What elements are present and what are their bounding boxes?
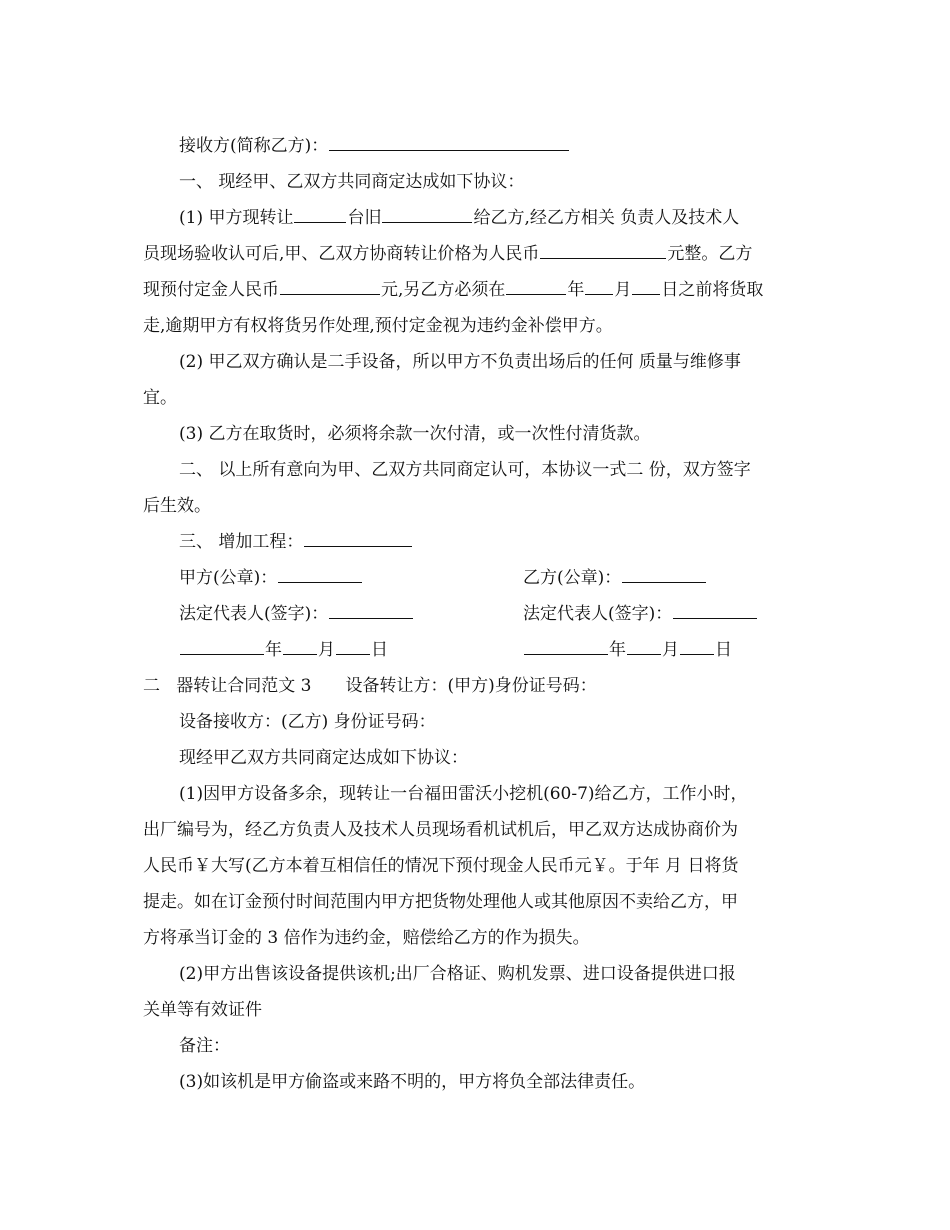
clause1-line2-text: 员现场验收认可后,甲、乙双方协商转让价格为人民币 <box>143 244 540 264</box>
clause3: (3) 乙方在取货时，必须将余款一次付清，或一次性付清货款。 <box>179 424 651 444</box>
transferor-line: 设备转让方：(甲方)身份证号码： <box>345 676 597 696</box>
deposit-label: 现预付定金人民币 <box>143 280 279 300</box>
receiver-label: 接收方(简称乙方)： <box>179 136 329 156</box>
clause1-line4: 走,逾期甲方有权将货另作处理,预付定金视为违约金补偿甲方。 <box>143 316 613 336</box>
receiver-line <box>143 128 803 164</box>
clause1-text-b: 台旧 <box>347 208 382 228</box>
party-b-seal: 乙方(公章)： <box>523 560 707 596</box>
price-blank <box>540 240 666 259</box>
rep-a: 法定代表人(签字)： <box>179 596 414 632</box>
c3-clause2-line1: (2)甲方出售该设备提供该机;出厂合格证、购机发票、进口设备提供进口报 <box>179 964 736 984</box>
clause1-line2 <box>143 236 803 272</box>
clause1-line1 <box>143 200 803 236</box>
deadline-month-blank <box>585 276 613 295</box>
heading-number: 二 <box>143 676 160 696</box>
clause2-line2: 宜。 <box>143 388 177 408</box>
c3-clause1-line3: 人民币￥大写(乙方本着互相信任的情况下预付现金人民币元￥。于年 月 日将货 <box>143 856 739 876</box>
section2-line1: 二、 以上所有意向为甲、乙双方共同商定认可，本协议一式二 份，双方签字 <box>179 460 751 480</box>
note-label: 备注： <box>179 1036 230 1056</box>
extra-work-blank <box>304 528 412 547</box>
year-text: 年 <box>567 280 585 300</box>
section2-line2: 后生效。 <box>143 496 211 516</box>
clause2-line1: (2) 甲乙双方确认是二手设备，所以甲方不负责出场后的任何 质量与维修事 <box>179 352 741 372</box>
c3-clause3: (3)如该机是甲方偷盗或来路不明的，甲方将负全部法律责任。 <box>179 1072 646 1092</box>
item-blank <box>382 204 472 223</box>
receiver-blank <box>329 132 569 151</box>
date-row <box>143 632 803 668</box>
clause1-text-c: 给乙方,经乙方相关 负责人及技术人 <box>473 208 740 228</box>
c3-clause1-line4: 提走。如在订金预付时间范围内甲方把货物处理他人或其他原因不卖给乙方，甲 <box>143 892 738 912</box>
section3-label: 三、 增加工程： <box>179 532 304 552</box>
party-a-seal: 甲方(公章)： <box>179 560 363 596</box>
contract-body <box>143 128 803 1100</box>
section3-line <box>143 524 803 560</box>
section1-title: 一、 现经甲、乙双方共同商定达成如下协议： <box>179 172 525 192</box>
date-b: 年 月 日 <box>523 632 732 668</box>
agreement-intro: 现经甲乙双方共同商定达成如下协议： <box>179 748 468 768</box>
deadline-day-blank <box>632 276 660 295</box>
seal-row <box>143 560 803 596</box>
receiver-id-line: 设备接收方：(乙方) 身份证号码： <box>179 712 436 732</box>
deadline-label: 元,另乙方必须在 <box>381 280 506 300</box>
clause1-line3 <box>143 272 803 308</box>
deadline-year-blank <box>506 276 566 295</box>
c3-clause1-line2: 出厂编号为，经乙方负责人及技术人员现场看机试机后，甲乙双方达成协商价为 <box>143 820 738 840</box>
c3-clause1-line1: (1)因甲方设备多余，现转让一台福田雷沃小挖机(60-7)给乙方，工作小时， <box>179 784 748 804</box>
rep-b: 法定代表人(签字)： <box>523 596 758 632</box>
clause1-text-a: (1) 甲方现转让 <box>179 208 294 228</box>
clause1-line2-end: 元整。乙方 <box>667 244 753 264</box>
date-a: 年 月 日 <box>179 632 388 668</box>
c3-clause2-line2: 关单等有效证件 <box>143 1000 262 1020</box>
c3-clause1-line5: 方将承当订金的 3 倍作为违约金，赔偿给乙方的作为损失。 <box>143 928 590 948</box>
heading-title: 器转让合同范文 3 <box>176 676 312 696</box>
rep-row <box>143 596 803 632</box>
qty-blank <box>294 204 346 223</box>
month-text: 月 <box>614 280 632 300</box>
day-text: 日之前将货取 <box>661 280 764 300</box>
contract3-heading <box>143 668 803 704</box>
deposit-blank <box>280 276 380 295</box>
